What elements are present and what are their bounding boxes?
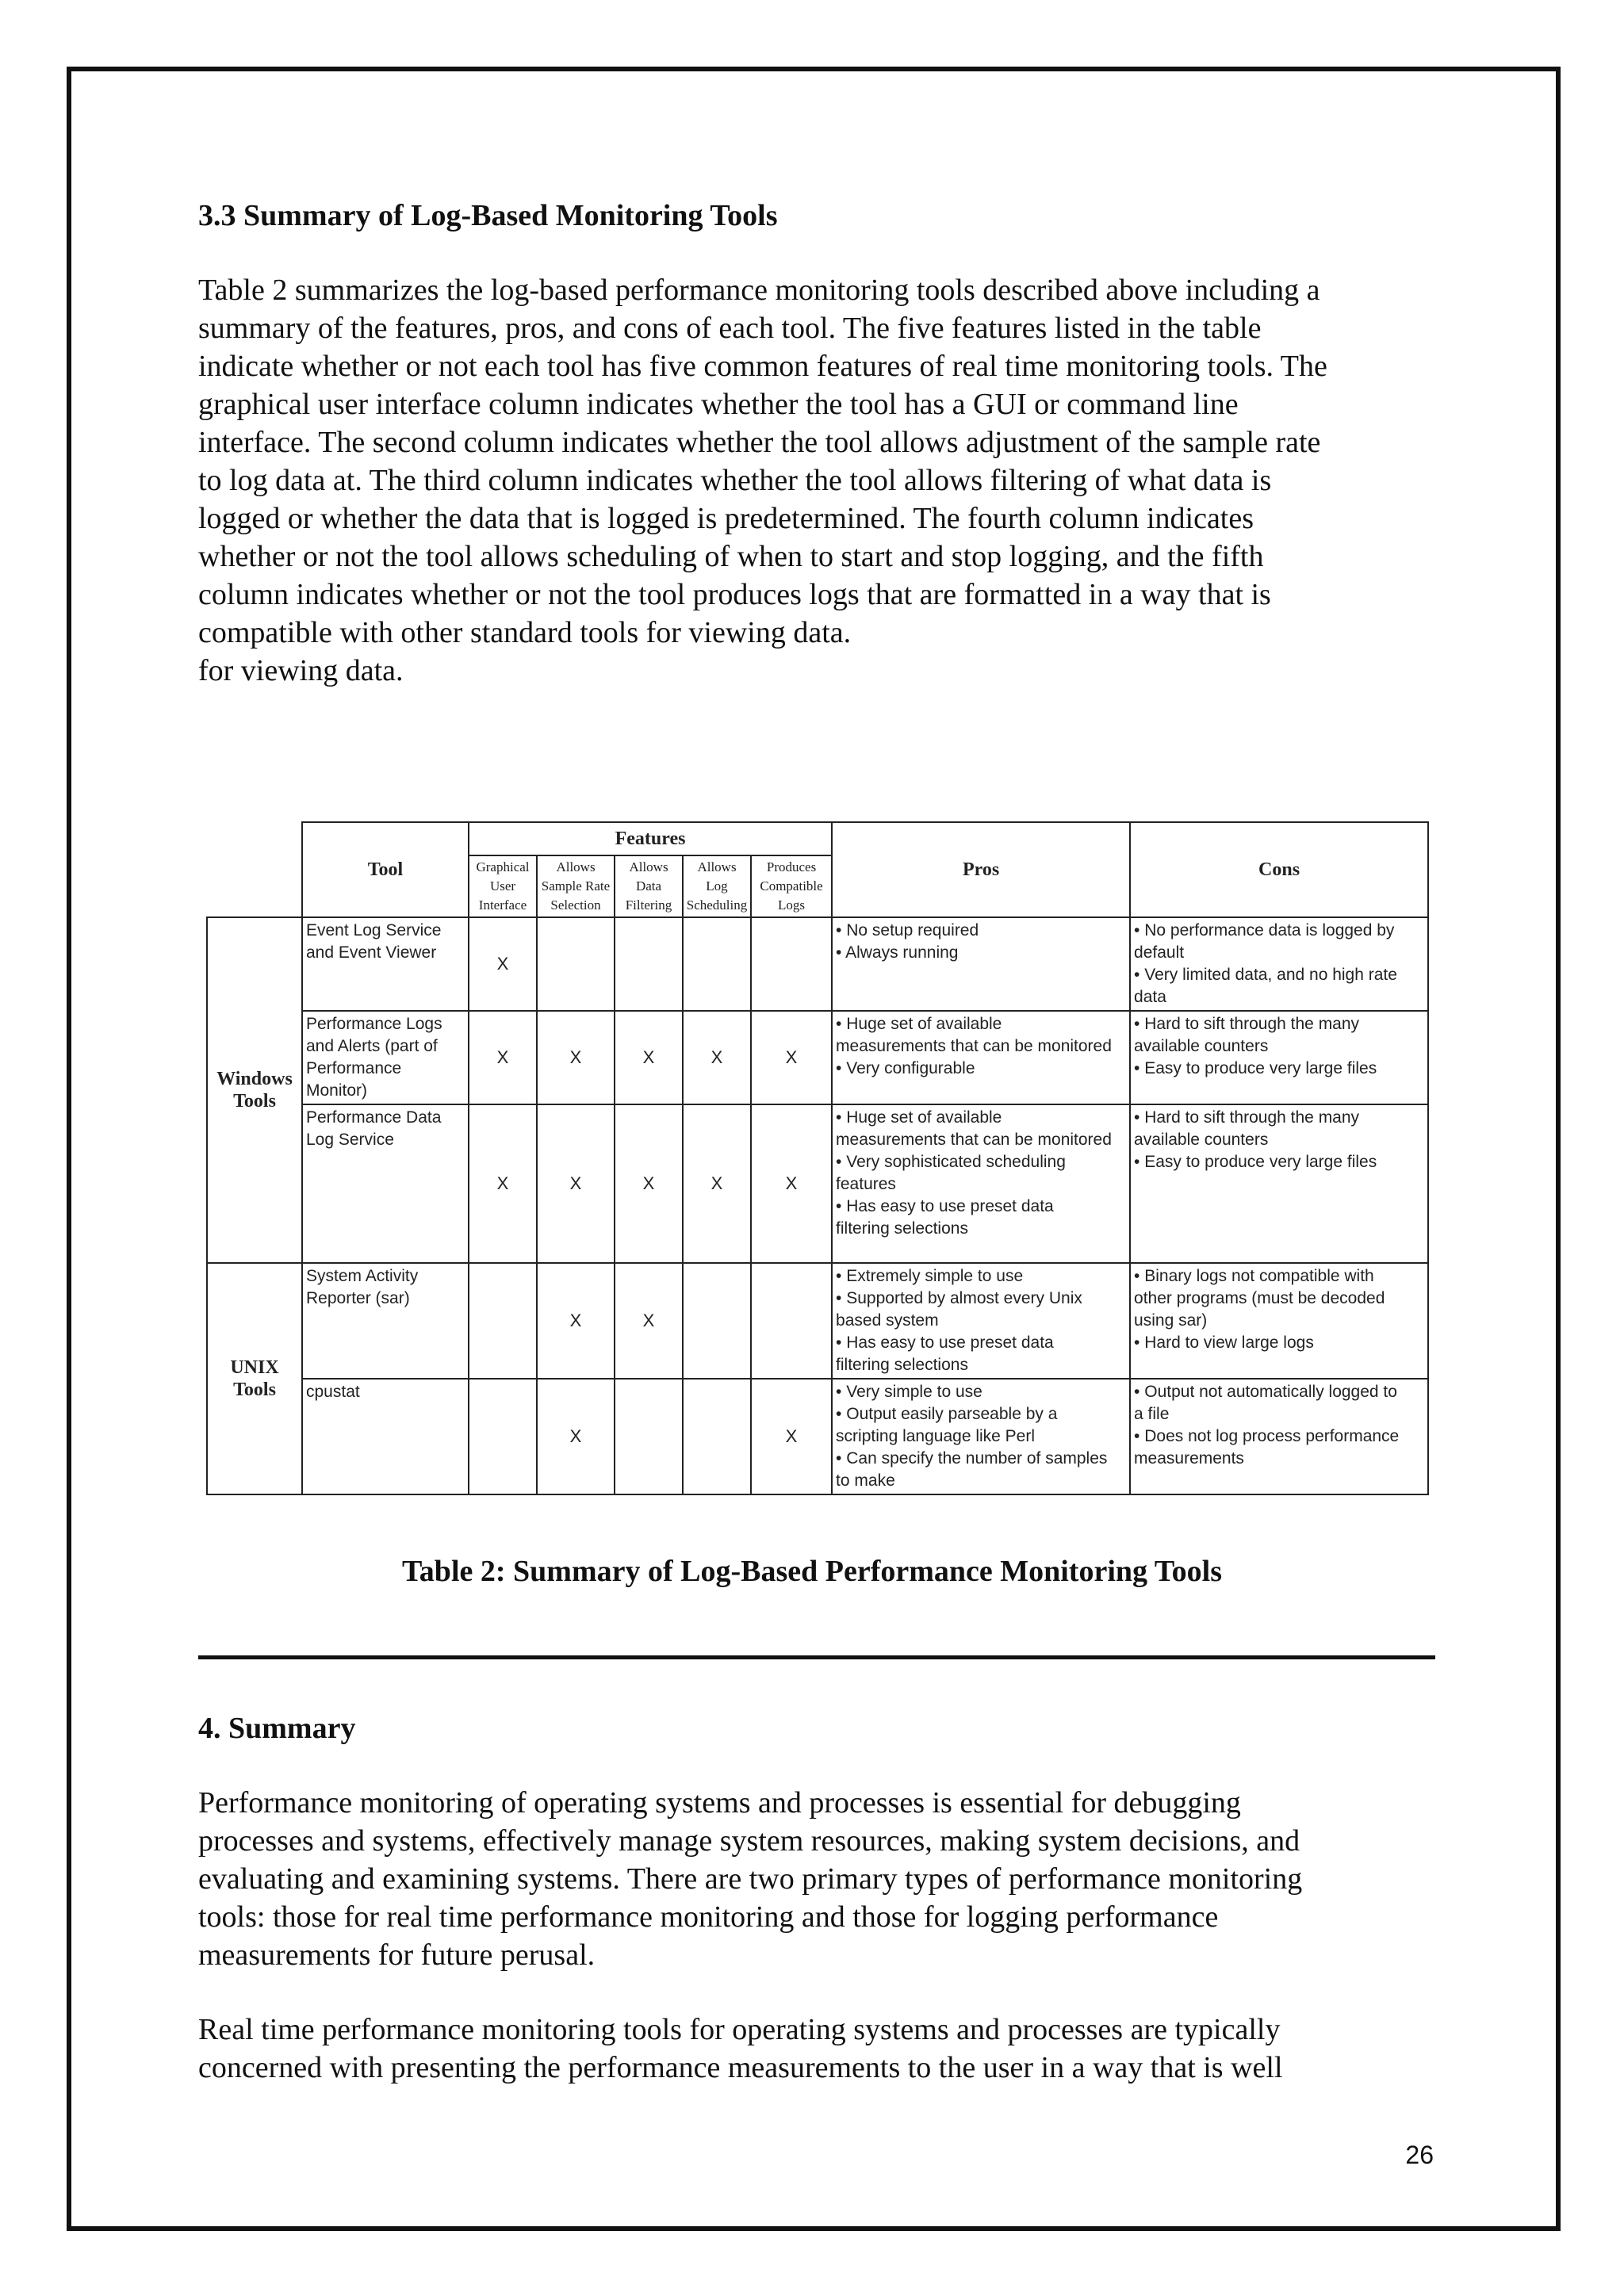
feature-mark: [751, 1263, 832, 1379]
tool-name: System Activity Reporter (sar): [302, 1263, 469, 1379]
feature-mark: X: [469, 1104, 537, 1263]
feature-mark: X: [537, 1011, 615, 1104]
feature-mark: [615, 917, 683, 1011]
feature-mark: [615, 1379, 683, 1494]
page-number: 26: [1405, 2141, 1434, 2169]
feature-mark: X: [469, 917, 537, 1011]
header-features: Features: [469, 822, 832, 855]
feature-mark: [537, 917, 615, 1011]
cons-cell: • No performance data is logged by default • Very limited data, and no high rate data: [1130, 917, 1428, 1011]
header-feature-gui: Graphical User Interface: [469, 855, 537, 917]
table-row: [207, 1104, 1428, 1263]
feature-mark: X: [751, 1379, 832, 1494]
table-row: [207, 1263, 1428, 1379]
table-row: [207, 917, 1428, 1011]
table-corner: [207, 822, 302, 917]
feature-mark: [469, 1379, 537, 1494]
pros-cell: • Very simple to use • Output easily parseable by a scripting language like Perl • Can specify the number of samples to make: [832, 1379, 1130, 1494]
cons-cell: • Output not automatically logged to a file • Does not log process performance measurements: [1130, 1379, 1428, 1494]
summary-paragraph-2: [198, 2011, 1435, 2087]
header-feature-compatible-logs: Produces Compatible Logs: [751, 855, 832, 917]
intro-paragraph: [198, 271, 1435, 690]
text-line: graphical user interface column indicates whether the tool has a GUI or command line: [198, 388, 1239, 421]
tool-name: cpustat: [302, 1379, 469, 1494]
horizontal-rule: [198, 1655, 1435, 1659]
text-line: processes and systems, effectively manage system resources, making system decisions, and: [198, 1824, 1300, 1858]
feature-mark: X: [615, 1263, 683, 1379]
table-row: [207, 1011, 1428, 1104]
pros-cell: • Huge set of available measurements that can be monitored • Very sophisticated scheduling features • Has easy to use preset data filtering selections: [832, 1104, 1130, 1263]
header-feature-scheduling: Allows Log Scheduling: [683, 855, 751, 917]
group-windows: Windows Tools: [207, 917, 302, 1263]
section-3-3: [198, 197, 1435, 690]
pros-cell: • Extremely simple to use • Supported by almost every Unix based system • Has easy to use preset data filtering selections: [832, 1263, 1130, 1379]
cons-cell: • Binary logs not compatible with other programs (must be decoded using sar) • Hard to view large logs: [1130, 1263, 1428, 1379]
text-line: evaluating and examining systems. There are two primary types of performance monitoring: [198, 1862, 1303, 1896]
text-line: to log data at. The third column indicates whether the tool allows filtering of what data is: [198, 464, 1272, 497]
feature-mark: [683, 1263, 751, 1379]
feature-mark: X: [537, 1104, 615, 1263]
header-feature-sample-rate: Allows Sample Rate Selection: [537, 855, 615, 917]
text-line: summary of the features, pros, and cons of each tool. The five features listed in the table: [198, 312, 1262, 345]
group-unix: UNIX Tools: [207, 1263, 302, 1494]
feature-mark: X: [537, 1263, 615, 1379]
feature-mark: X: [751, 1104, 832, 1263]
feature-mark: X: [751, 1011, 832, 1104]
text-line: measurements for future perusal.: [198, 1938, 596, 1972]
feature-mark: [751, 917, 832, 1011]
header-pros: Pros: [832, 822, 1130, 917]
feature-mark: X: [469, 1011, 537, 1104]
pros-cell: • Huge set of available measurements that can be monitored • Very configurable: [832, 1011, 1130, 1104]
text-line: tools: those for real time performance monitoring and those for logging performance: [198, 1900, 1219, 1934]
text-line: Table 2 summarizes the log-based performance monitoring tools described above including a: [198, 274, 1320, 307]
feature-mark: [683, 917, 751, 1011]
summary-paragraph-1: [198, 1784, 1435, 1974]
section-4: [198, 1709, 1435, 2087]
tool-name: Performance Logs and Alerts (part of Performance Monitor): [302, 1011, 469, 1104]
cons-cell: • Hard to sift through the many available counters • Easy to produce very large files: [1130, 1104, 1428, 1263]
text-line: Real time performance monitoring tools for operating systems and processes are typically: [198, 2013, 1281, 2046]
text-line: interface. The second column indicates whether the tool allows adjustment of the sample rate: [198, 426, 1321, 459]
summary-heading: 4. Summary: [198, 1712, 356, 1745]
feature-mark: X: [683, 1011, 751, 1104]
text-line: whether or not the tool allows scheduling of when to start and stop logging, and the fifth: [198, 540, 1264, 573]
feature-mark: X: [615, 1104, 683, 1263]
text-line: Performance monitoring of operating systems and processes is essential for debugging: [198, 1786, 1241, 1820]
table-caption: Table 2: Summary of Log-Based Performance Monitoring Tools: [401, 1555, 1223, 1588]
header-cons: Cons: [1130, 822, 1428, 917]
header-feature-filtering: Allows Data Filtering: [615, 855, 683, 917]
tool-name: Performance Data Log Service: [302, 1104, 469, 1263]
text-line: concerned with presenting the performance measurements to the user in a way that is well: [198, 2051, 1283, 2084]
header-tool: Tool: [302, 822, 469, 917]
text-line: indicate whether or not each tool has five common features of real time monitoring tools. The: [198, 350, 1327, 383]
text-line: compatible with other standard tools for viewing data.: [198, 616, 852, 649]
cons-cell: • Hard to sift through the many available counters • Easy to produce very large files: [1130, 1011, 1428, 1104]
text-line: for viewing data.: [198, 654, 404, 687]
text-line: column indicates whether or not the tool produces logs that are formatted in a way that is: [198, 578, 1271, 611]
text-line: logged or whether the data that is logged is predetermined. The fourth column indicates: [198, 502, 1254, 535]
pros-cell: • No setup required • Always running: [832, 917, 1130, 1011]
feature-mark: [469, 1263, 537, 1379]
section-heading: 3.3 Summary of Log-Based Monitoring Tools: [198, 199, 778, 232]
table-row: [207, 1379, 1428, 1494]
tool-name: Event Log Service and Event Viewer: [302, 917, 469, 1011]
feature-mark: [683, 1379, 751, 1494]
summary-table: [206, 821, 1429, 1495]
feature-mark: X: [537, 1379, 615, 1494]
feature-mark: X: [615, 1011, 683, 1104]
feature-mark: X: [683, 1104, 751, 1263]
